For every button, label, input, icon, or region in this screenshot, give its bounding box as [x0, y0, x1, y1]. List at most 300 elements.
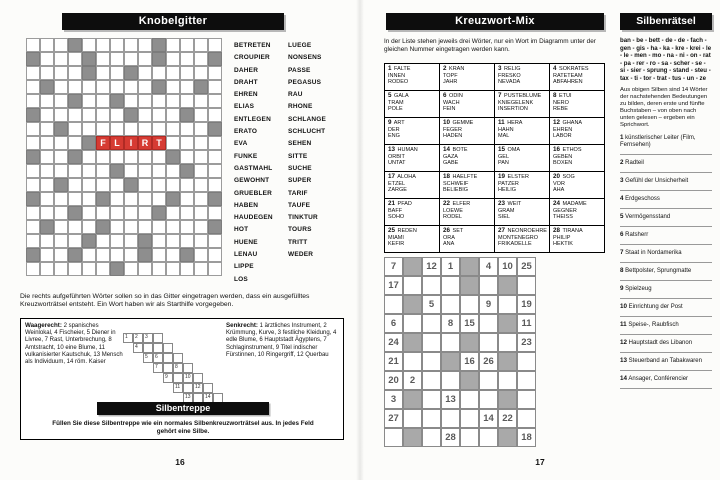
- empty-cell: [180, 234, 194, 248]
- empty-cell: [82, 206, 96, 220]
- blocked-cell: [110, 262, 124, 276]
- stair-cell: [173, 373, 183, 383]
- empty-cell: [441, 409, 460, 428]
- empty-cell: [194, 66, 208, 80]
- empty-cell: [517, 409, 536, 428]
- blocked-cell: [460, 257, 479, 276]
- empty-cell: [180, 150, 194, 164]
- empty-cell: [166, 164, 180, 178]
- empty-cell: [110, 248, 124, 262]
- word-list-item: TAUFE: [288, 201, 311, 209]
- clue-cell: 1 FALTE INNEN RODEO: [385, 64, 440, 91]
- blocked-cell: [68, 248, 82, 262]
- empty-cell: [68, 52, 82, 66]
- silben-clue: 8 Bettpolster, Sprungmatte: [620, 266, 692, 274]
- empty-cell: [166, 52, 180, 66]
- empty-cell: [403, 314, 422, 333]
- answer-line: [620, 293, 712, 299]
- empty-cell: [124, 206, 138, 220]
- empty-cell: [460, 295, 479, 314]
- empty-cell: [82, 192, 96, 206]
- word-list-item: SEHEN: [288, 140, 312, 148]
- empty-cell: [384, 428, 403, 447]
- empty-cell: [54, 38, 68, 52]
- empty-cell: [498, 295, 517, 314]
- word-list-item: PASSE: [288, 66, 311, 74]
- empty-cell: [96, 122, 110, 136]
- empty-cell: [208, 66, 222, 80]
- word-list-item: CROUPIER: [234, 54, 270, 62]
- empty-cell: [40, 122, 54, 136]
- empty-cell: [166, 206, 180, 220]
- empty-cell: [26, 136, 40, 150]
- empty-cell: [68, 178, 82, 192]
- empty-cell: [26, 94, 40, 108]
- page-number-right: 17: [535, 457, 545, 467]
- answer-line: [620, 149, 712, 155]
- word-list-item: LENAU: [234, 251, 258, 259]
- stair-cell: [183, 383, 193, 393]
- empty-cell: [124, 122, 138, 136]
- numbered-cell: 3: [384, 390, 403, 409]
- blocked-cell: [166, 150, 180, 164]
- clue-cell: 15 OMA GEL PAN: [495, 145, 550, 172]
- blocked-cell: [208, 220, 222, 234]
- word-list-item: LIPPE: [234, 263, 254, 271]
- empty-cell: [208, 206, 222, 220]
- word-list-item: WEDER: [288, 251, 314, 259]
- numbered-cell: 26: [479, 352, 498, 371]
- empty-cell: [68, 108, 82, 122]
- blocked-cell: [460, 333, 479, 352]
- word-list-item: DRAHT: [234, 78, 258, 86]
- empty-cell: [166, 108, 180, 122]
- empty-cell: [194, 234, 208, 248]
- stair-cell: [153, 343, 163, 353]
- numbered-cell: 14: [479, 409, 498, 428]
- empty-cell: [54, 234, 68, 248]
- word-list-item: LUEGE: [288, 42, 312, 49]
- empty-cell: [54, 248, 68, 262]
- empty-cell: [40, 164, 54, 178]
- numbered-cell: 25: [517, 257, 536, 276]
- senkrecht-clues: [226, 322, 340, 359]
- empty-cell: [26, 234, 40, 248]
- empty-cell: [54, 206, 68, 220]
- answer-line: [620, 275, 712, 281]
- empty-cell: [82, 80, 96, 94]
- empty-cell: [403, 409, 422, 428]
- word-list-item: SUCHE: [288, 164, 312, 172]
- kreuzwort-mix-grid: [384, 257, 536, 447]
- empty-cell: [82, 150, 96, 164]
- word-list-item: ERATO: [234, 128, 258, 136]
- blocked-cell: [54, 178, 68, 192]
- answer-line: [620, 257, 712, 263]
- stair-cell: 6: [153, 353, 163, 363]
- clue-cell: 3 RELIG FRESKO NEVADA: [495, 64, 550, 91]
- silbentreppe-title: Silbentreppe: [97, 402, 269, 415]
- clue-cell: 17 ALOHA ETZEL ZARGE: [385, 172, 440, 199]
- empty-cell: [166, 262, 180, 276]
- empty-cell: [96, 80, 110, 94]
- empty-cell: [40, 66, 54, 80]
- empty-cell: [124, 80, 138, 94]
- numbered-cell: 6: [384, 314, 403, 333]
- empty-cell: [124, 192, 138, 206]
- empty-cell: [166, 80, 180, 94]
- empty-cell: [152, 94, 166, 108]
- stair-cell: 1: [123, 333, 133, 343]
- word-list-item: TOURS: [288, 226, 312, 234]
- empty-cell: [138, 80, 152, 94]
- word-list-item: SITTE: [288, 152, 308, 160]
- empty-cell: [180, 262, 194, 276]
- stair-cell: [203, 383, 213, 393]
- blocked-cell: [152, 38, 166, 52]
- word-list-item: ELIAS: [234, 103, 255, 111]
- empty-cell: [422, 333, 441, 352]
- empty-cell: [54, 150, 68, 164]
- empty-cell: [208, 108, 222, 122]
- stair-cell: [193, 373, 203, 383]
- empty-cell: [26, 80, 40, 94]
- blocked-cell: [82, 52, 96, 66]
- clue-cell: 18 HAELFTE SCHWEIF BELIEBIG: [440, 172, 495, 199]
- word-list-item: SCHLANGE: [288, 115, 327, 123]
- empty-cell: [208, 38, 222, 52]
- empty-cell: [110, 122, 124, 136]
- blocked-cell: [68, 150, 82, 164]
- answer-line: [620, 365, 712, 371]
- empty-cell: [384, 295, 403, 314]
- blocked-cell: [110, 94, 124, 108]
- blocked-cell: [460, 371, 479, 390]
- empty-cell: [54, 164, 68, 178]
- answer-line: [620, 167, 712, 173]
- blocked-cell: [441, 352, 460, 371]
- stair-cell: 3: [143, 333, 153, 343]
- clue-cell: 8 ETUI NERO REBE: [550, 91, 605, 118]
- clue-cell: 20 SOG VOR AHA: [550, 172, 605, 199]
- blocked-cell: [26, 150, 40, 164]
- empty-cell: [138, 220, 152, 234]
- empty-cell: [40, 248, 54, 262]
- empty-cell: [82, 220, 96, 234]
- blocked-cell: [82, 136, 96, 150]
- senkrecht-text: 1 ärztliches Instrument, 2 Krümmung, Kurve, 3 festliche Kleidung, 4 edle Blume, 6 Hauptstadt Ägyptens, 7 Schlaginstrument, 9 Titel indischer Fürstinnen, 10 Ringergriff, 12 Querbau: [226, 323, 337, 358]
- empty-cell: [152, 66, 166, 80]
- blocked-cell: [208, 52, 222, 66]
- word-list-column-1: [234, 40, 286, 286]
- empty-cell: [96, 164, 110, 178]
- empty-cell: [26, 206, 40, 220]
- silbentreppe-box: [20, 318, 344, 440]
- empty-cell: [441, 371, 460, 390]
- empty-cell: [166, 38, 180, 52]
- blocked-cell: [208, 192, 222, 206]
- empty-cell: [68, 234, 82, 248]
- silben-clue: 5 Vermögensstand: [620, 212, 671, 220]
- empty-cell: [422, 314, 441, 333]
- empty-cell: [194, 164, 208, 178]
- blocked-cell: [124, 178, 138, 192]
- empty-cell: [54, 52, 68, 66]
- empty-cell: [26, 164, 40, 178]
- empty-cell: [96, 108, 110, 122]
- clue-cell: 28 TIRANA PHILIP HEKTIK: [550, 226, 605, 253]
- blocked-cell: [403, 333, 422, 352]
- empty-cell: [40, 234, 54, 248]
- blocked-cell: [194, 80, 208, 94]
- numbered-cell: 7: [384, 257, 403, 276]
- blocked-cell: [26, 108, 40, 122]
- empty-cell: [403, 276, 422, 295]
- silbenraetsel-intro: Aus obigen Silben sind 14 Wörter der nachstehenden Bedeutungen zu bilden, deren erste und fünfte Buchstaben – von oben nach unten gelesen – ergeben ein Sprichwort.: [620, 86, 708, 128]
- stair-cell: 11: [173, 383, 183, 393]
- empty-cell: [26, 220, 40, 234]
- word-list-item: GRUEBLER: [234, 189, 273, 197]
- stair-cell: [183, 363, 193, 373]
- answer-line: [620, 383, 712, 389]
- empty-cell: [110, 192, 124, 206]
- numbered-cell: 20: [384, 371, 403, 390]
- empty-cell: [124, 164, 138, 178]
- word-list-item: TRITT: [288, 238, 308, 246]
- empty-cell: [124, 248, 138, 262]
- empty-cell: [68, 220, 82, 234]
- stair-cell: 9: [163, 373, 173, 383]
- empty-cell: [54, 66, 68, 80]
- clue-cell: 26 SET ORA ANA: [440, 226, 495, 253]
- empty-cell: [517, 371, 536, 390]
- empty-cell: [138, 38, 152, 52]
- silben-clue: 14 Ansager, Conférencier: [620, 374, 689, 382]
- empty-cell: [152, 192, 166, 206]
- word-list-item: NONSENS: [288, 54, 322, 62]
- blocked-cell: [26, 52, 40, 66]
- blocked-cell: [68, 38, 82, 52]
- empty-cell: [194, 94, 208, 108]
- empty-cell: [460, 409, 479, 428]
- empty-cell: [26, 66, 40, 80]
- empty-cell: [152, 122, 166, 136]
- empty-cell: [441, 333, 460, 352]
- numbered-cell: 17: [384, 276, 403, 295]
- blocked-cell: [26, 192, 40, 206]
- empty-cell: [82, 164, 96, 178]
- stair-cell: 13: [183, 393, 193, 403]
- empty-cell: [152, 164, 166, 178]
- empty-cell: [110, 108, 124, 122]
- numbered-cell: 15: [460, 314, 479, 333]
- kreuzwort-mix-clue-table: [384, 63, 605, 253]
- blocked-cell: [498, 428, 517, 447]
- word-list-item: PEGASUS: [288, 78, 322, 86]
- empty-cell: [26, 262, 40, 276]
- empty-cell: [166, 178, 180, 192]
- stair-cell: [143, 343, 153, 353]
- empty-cell: [96, 150, 110, 164]
- word-list-item: GASTMAHL: [234, 164, 273, 172]
- empty-cell: [96, 52, 110, 66]
- empty-cell: [138, 262, 152, 276]
- clue-cell: 2 KRAN TOPF JAHR: [440, 64, 495, 91]
- empty-cell: [194, 192, 208, 206]
- empty-cell: [110, 52, 124, 66]
- empty-cell: [441, 295, 460, 314]
- empty-cell: [68, 164, 82, 178]
- empty-cell: [124, 234, 138, 248]
- empty-cell: [54, 136, 68, 150]
- blocked-cell: [180, 248, 194, 262]
- empty-cell: [208, 150, 222, 164]
- empty-cell: [180, 52, 194, 66]
- stair-cell: 4: [133, 343, 143, 353]
- clue-cell: 23 WEIT GRAM SIEL: [495, 199, 550, 226]
- stair-cell: 12: [193, 383, 203, 393]
- clue-cell: 21 PFAD BAFF SOHO: [385, 199, 440, 226]
- silbentreppe-note: Füllen Sie diese Silbentreppe wie ein normales Silbenkreuzworträtsel aus. In jedes Feld gehört eine Silbe.: [52, 420, 314, 435]
- word-list-item: ENTLEGEN: [234, 115, 271, 123]
- empty-cell: [26, 178, 40, 192]
- empty-cell: [138, 164, 152, 178]
- start-word-letter: T: [152, 136, 166, 150]
- word-list-item: TINKTUR: [288, 214, 318, 222]
- silben-clue: 6 Ratsherr: [620, 230, 649, 238]
- empty-cell: [26, 122, 40, 136]
- knobelgitter-grid: [26, 38, 222, 276]
- blocked-cell: [152, 206, 166, 220]
- clue-cell: 22 ELFER LOEWE RODEL: [440, 199, 495, 226]
- word-list-item: LOS: [234, 275, 248, 283]
- clue-cell: 12 GHANA EHREN LABOR: [550, 118, 605, 145]
- word-list-item: FUNKE: [234, 152, 258, 160]
- silben-clue: 9 Spielzeug: [620, 284, 652, 292]
- empty-cell: [110, 234, 124, 248]
- blocked-cell: [498, 390, 517, 409]
- empty-cell: [152, 220, 166, 234]
- empty-cell: [194, 206, 208, 220]
- silben-clue: 4 Erdgeschoss: [620, 194, 660, 202]
- numbered-cell: 13: [441, 390, 460, 409]
- numbered-cell: 9: [479, 295, 498, 314]
- empty-cell: [96, 178, 110, 192]
- start-word-letter: F: [96, 136, 110, 150]
- empty-cell: [40, 136, 54, 150]
- empty-cell: [180, 136, 194, 150]
- blocked-cell: [180, 164, 194, 178]
- silben-clue: 7 Staat in Nordamerika: [620, 248, 682, 256]
- empty-cell: [422, 276, 441, 295]
- empty-cell: [152, 108, 166, 122]
- stair-cell: 14: [203, 393, 213, 403]
- empty-cell: [138, 52, 152, 66]
- empty-cell: [54, 262, 68, 276]
- numbered-cell: 21: [384, 352, 403, 371]
- empty-cell: [40, 94, 54, 108]
- silbenraetsel-header: Silbenrätsel: [620, 13, 712, 30]
- empty-cell: [40, 38, 54, 52]
- numbered-cell: 18: [517, 428, 536, 447]
- stair-cell: 8: [173, 363, 183, 373]
- empty-cell: [180, 206, 194, 220]
- word-list-item: SCHLUCHT: [288, 128, 326, 136]
- empty-cell: [208, 164, 222, 178]
- word-list-item: HAUDEGEN: [234, 214, 273, 222]
- empty-cell: [194, 52, 208, 66]
- blocked-cell: [68, 206, 82, 220]
- numbered-cell: 12: [422, 257, 441, 276]
- blocked-cell: [498, 276, 517, 295]
- empty-cell: [124, 94, 138, 108]
- empty-cell: [40, 178, 54, 192]
- empty-cell: [194, 150, 208, 164]
- silbentreppe-grid: [123, 333, 243, 405]
- blocked-cell: [68, 94, 82, 108]
- numbered-cell: 19: [517, 295, 536, 314]
- blocked-cell: [403, 257, 422, 276]
- empty-cell: [82, 108, 96, 122]
- blocked-cell: [460, 276, 479, 295]
- empty-cell: [40, 206, 54, 220]
- silben-clue: 13 Steuerband an Tabakwaren: [620, 356, 702, 364]
- empty-cell: [152, 248, 166, 262]
- blocked-cell: [152, 80, 166, 94]
- empty-cell: [26, 38, 40, 52]
- knobelgitter-instructions: Die rechts aufgeführten Wörter sollen so in das Gitter eingetragen werden, dass ein ausgefülltes Kreuzworträtsel entsteht. Ein Wort haben wir als Starthilfe vorgegeben.: [20, 293, 310, 309]
- empty-cell: [82, 248, 96, 262]
- empty-cell: [152, 234, 166, 248]
- empty-cell: [82, 122, 96, 136]
- empty-cell: [479, 371, 498, 390]
- empty-cell: [110, 80, 124, 94]
- silbenraetsel-column: [620, 13, 712, 393]
- empty-cell: [166, 234, 180, 248]
- empty-cell: [180, 220, 194, 234]
- empty-cell: [40, 52, 54, 66]
- empty-cell: [138, 94, 152, 108]
- clue-cell: 25 REDEN MIAMI KEFIR: [385, 226, 440, 253]
- empty-cell: [82, 262, 96, 276]
- empty-cell: [498, 333, 517, 352]
- empty-cell: [124, 220, 138, 234]
- answer-line: [620, 311, 712, 317]
- empty-cell: [110, 220, 124, 234]
- empty-cell: [54, 94, 68, 108]
- empty-cell: [138, 108, 152, 122]
- kreuzwort-mix-intro: In der Liste stehen jeweils drei Wörter, nur ein Wort im Diagramm unter der gleichen Nummer eingetragen werden kann.: [384, 38, 596, 53]
- blocked-cell: [124, 108, 138, 122]
- answer-line: [620, 203, 712, 209]
- empty-cell: [54, 192, 68, 206]
- blocked-cell: [54, 122, 68, 136]
- empty-cell: [138, 192, 152, 206]
- empty-cell: [422, 390, 441, 409]
- empty-cell: [152, 178, 166, 192]
- empty-cell: [180, 66, 194, 80]
- start-word-letter: R: [138, 136, 152, 150]
- word-list-item: HUENE: [234, 238, 258, 246]
- silben-clue: 10 Einrichtung der Post: [620, 302, 683, 310]
- empty-cell: [96, 38, 110, 52]
- empty-cell: [124, 262, 138, 276]
- blocked-cell: [403, 390, 422, 409]
- empty-cell: [110, 206, 124, 220]
- numbered-cell: 5: [422, 295, 441, 314]
- empty-cell: [180, 122, 194, 136]
- blocked-cell: [498, 314, 517, 333]
